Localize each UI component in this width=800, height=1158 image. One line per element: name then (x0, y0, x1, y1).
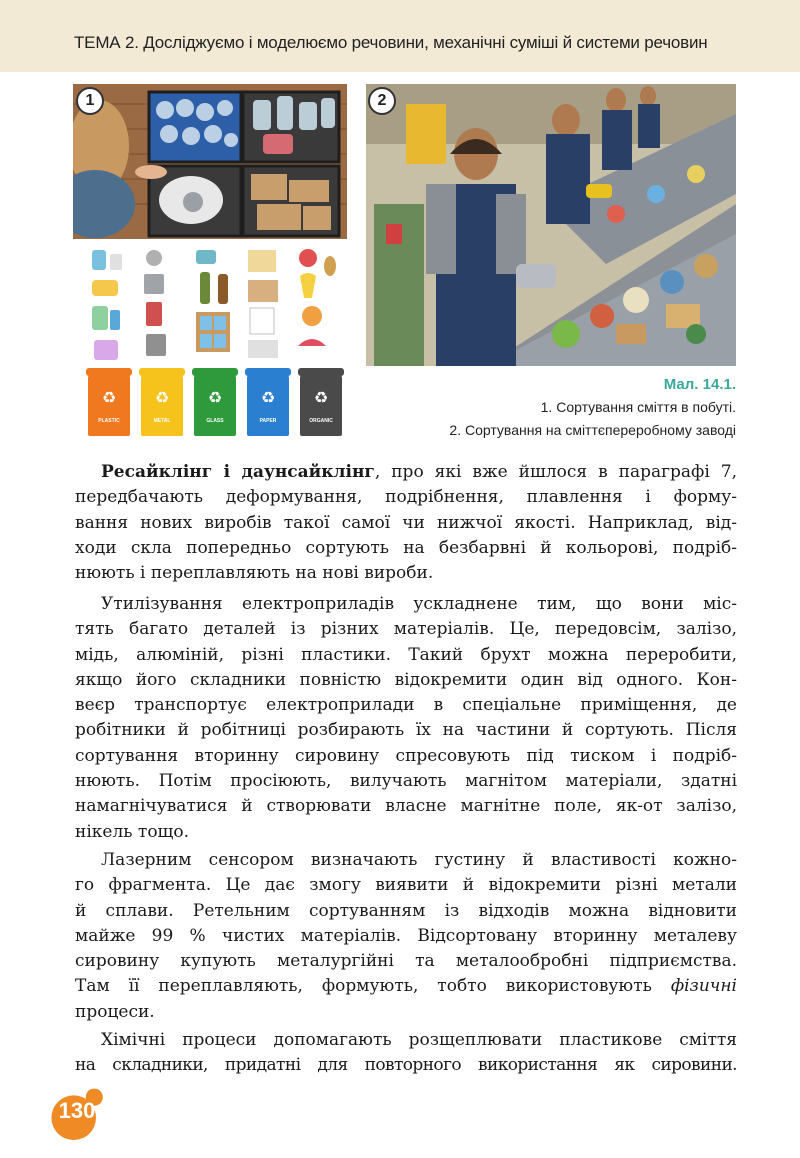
recycling-plant-illustration (366, 84, 736, 366)
text-line: сортування вторинну сировину спресовують під тиском і подріб- (75, 745, 737, 766)
bin-lid (139, 368, 185, 376)
text-line: сировину купують металургійні та металообробні підприємства. (75, 951, 737, 972)
recycling-bins (86, 368, 348, 438)
page-header (0, 0, 800, 72)
page-number: 130 (58, 1098, 96, 1123)
text-line: Утилізування електроприладів ускладнене тим, що вони міс- (101, 594, 737, 614)
text-line: нюють. Потім просіюють, вилучають магнітом матеріали, здатні (75, 771, 737, 792)
recycling-plant-photo (366, 84, 736, 366)
bin-label: PAPER (259, 418, 277, 424)
text-line: на складники, придатні для повторного використання як сировини. (75, 1055, 737, 1076)
text-span: , про які вже йшлося в параграфі 7, (374, 462, 737, 482)
recycle-icon: ♻ (207, 388, 223, 407)
text-line: намагнічуватися й створювати власне магнітне поле, як-от залізо, (75, 796, 737, 817)
paragraph-chemical-processes (75, 1028, 737, 1079)
text-line: нікель тощо. (75, 821, 189, 842)
text-line: ходи скла попередньо сортують на безбарвні й кольорові, подріб- (75, 537, 737, 558)
figure-caption-line-1: 1. Сортування сміття в побуті. (540, 399, 736, 415)
waste-icons-grid (86, 246, 348, 368)
organic-bin (300, 374, 342, 436)
figure-badge-1: 1 (76, 87, 104, 115)
bin-label: GLASS (206, 418, 224, 424)
recycle-icon: ♻ (260, 388, 276, 407)
paragraph-laser-sorting (75, 848, 737, 1025)
text-line: го фрагмента. Це дає змогу виявити й відокремити різні метали (75, 875, 737, 896)
paper-bin (247, 374, 289, 436)
text-line: Лазерним сенсором визначають густину й властивості кожно- (101, 850, 737, 870)
text-line: Хімічні процеси допомагають розщеплювати пластикове сміття (101, 1030, 737, 1050)
text-line: передбачають деформування, подрібнення, плавлення і форму- (75, 487, 737, 508)
bin-label: METAL (153, 418, 171, 424)
recycle-icon: ♻ (154, 388, 170, 407)
bin-label: ORGANIC (309, 418, 333, 424)
text-line (75, 974, 737, 999)
metal-bin (141, 374, 183, 436)
emphasized-term: фізичні (670, 976, 737, 997)
bin-lid (192, 368, 238, 376)
text-line (75, 460, 737, 485)
text-line: вання нових виробів такої самої чи нижчої якості. Наприклад, від- (75, 512, 737, 533)
bin-lid (245, 368, 291, 376)
recycle-icon: ♻ (101, 388, 117, 407)
figure-caption-title: Мал. 14.1. (663, 376, 736, 393)
household-sorting-illustration (73, 84, 347, 239)
text-line: веєр транспортує електроприлади в спеціальне приміщення, де (75, 695, 737, 716)
text-span: Там її переплавляють, формують, тобто використовують (75, 976, 671, 997)
lead-term: Ресайклінг і даунсайклінг (101, 462, 375, 482)
paragraph-electronics (75, 592, 737, 845)
plastic-bin (88, 374, 130, 436)
paragraph-recycling (75, 460, 737, 586)
bin-lid (86, 368, 132, 376)
bin-lid (298, 368, 344, 376)
recycle-icon: ♻ (313, 388, 329, 407)
text-line: процеси. (75, 1001, 155, 1022)
waste-category-icons (86, 246, 348, 368)
text-line: якщо його складники повністю відокремити один від одного. Кон- (75, 669, 737, 690)
text-line: й сплави. Ретельним сортуванням із відходів можна відновити (75, 900, 737, 921)
text-line: майже 99 % чистих матеріалів. Відсортовану вторинну металеву (75, 925, 737, 946)
household-sorting-photo (73, 84, 347, 239)
figure-caption-line-2: 2. Сортування на сміттєпереробному заводі (449, 422, 736, 438)
text-line: мідь, алюміній, різні пластики. Такий брухт можна переробити, (75, 644, 737, 665)
figure-badge-2: 2 (368, 87, 396, 115)
glass-bin (194, 374, 236, 436)
text-line: тять багато деталей із різних матеріалів. Це, передовсім, залізо, (75, 619, 737, 640)
bin-label: PLASTIC (98, 418, 120, 424)
text-line: робітники й робітниці розбирають їх на частини й сортують. Після (75, 720, 737, 741)
topic-title: ТЕМА 2. Досліджуємо і моделюємо речовини, механічні суміші й системи речовин (74, 33, 708, 52)
text-line: нюють і переплавляють на нові вироби. (75, 563, 434, 584)
